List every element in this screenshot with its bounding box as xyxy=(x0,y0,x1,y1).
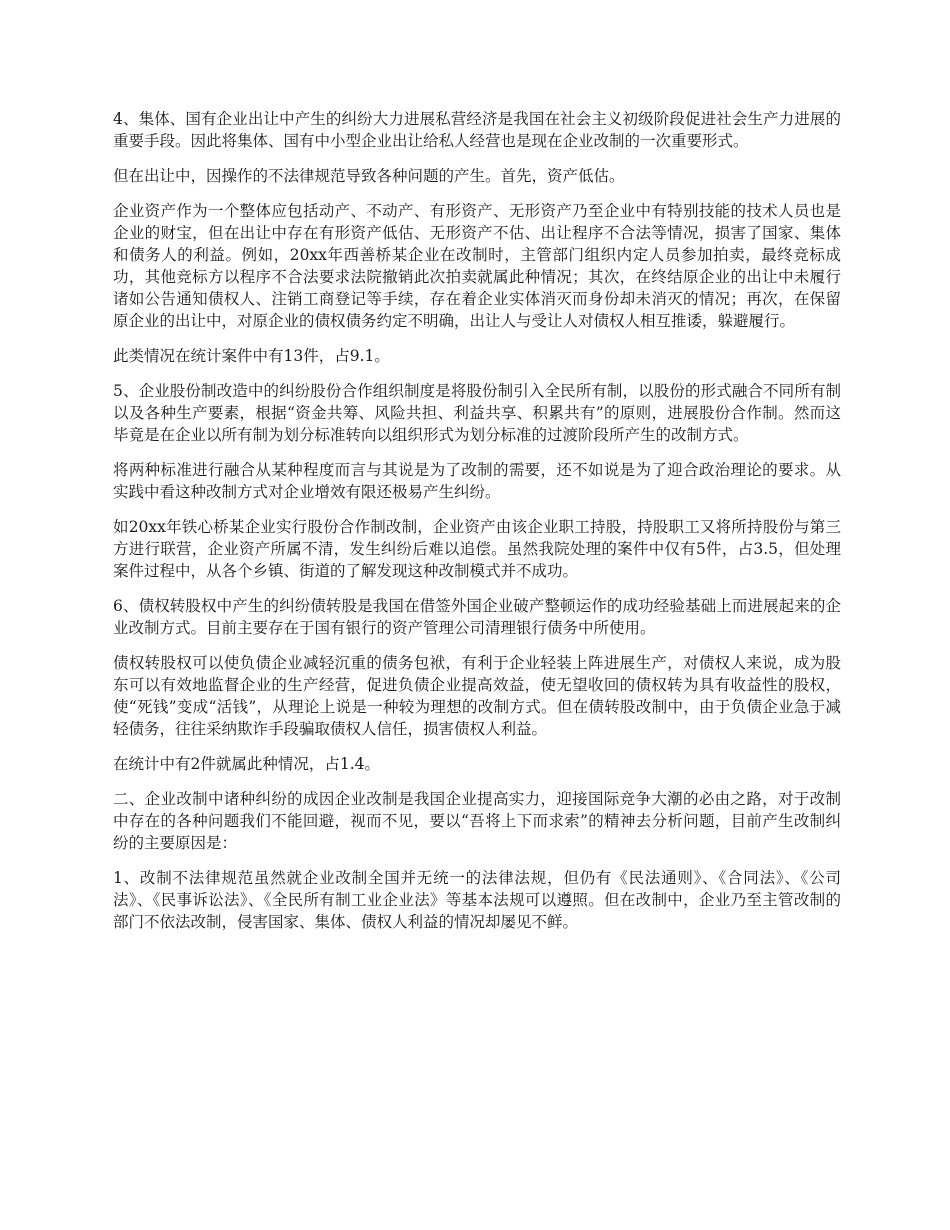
paragraph: 此类情况在统计案件中有13件，占9.1。 xyxy=(113,347,390,365)
paragraph: 债权转股权可以使负债企业减轻沉重的债务包袱，有利于企业轻装上阵进展生产，对债权人来说，成为股东可以有效地监督企业的生产经营，促进负债企业提高效益，使无望收回的债权转为具有收益性的股权，使“死钱”变成“活钱”，从理论上说是一种较为理想的改制方式。但在债转股改制中，由于负债企业急于减轻债务，往往采纳欺诈手段骗取债权人信任，损害债权人利益。 xyxy=(113,654,841,738)
paragraph: 1、改制不法律规范虽然就企业改制全国并无统一的法律法规，但仍有《民法通则》、《合同法》、《公司法》、《民事诉讼法》、《全民所有制工业企业法》等基本法规可以遵照。但在改制中，企业乃至主管改制的部门不依法改制，侵害国家、集体、债权人利益的情况却屡见不鲜。 xyxy=(113,869,841,931)
paragraph: 企业资产作为一个整体应包括动产、不动产、有形资产、无形资产乃至企业中有特别技能的技术人员也是企业的财宝，但在出让中存在有形资产低估、无形资产不估、出让程序不合法等情况，损害了国家、集体和债务人的利益。例如，20xx年西善桥某企业在改制时，主管部门组织内定人员参加拍卖，最终竞标成功，其他竞标方以程序不合法要求法院撤销此次拍卖就属此种情况；其次，在终结原企业的出让中未履行诸如公告通知债权人、注销工商登记等手续，存在着企业实体消灭而身份却未消灭的情况；再次，在保留原企业的出让中，对原企业的债权债务约定不明确，出让人与受让人对债权人相互推诿，躲避履行。 xyxy=(113,202,841,330)
paragraph: 将两种标准进行融合从某种程度而言与其说是为了改制的需要，还不如说是为了迎合政治理论的要求。从实践中看这种改制方式对企业增效有限还极易产生纠纷。 xyxy=(113,461,841,501)
paragraph: 4、集体、国有企业出让中产生的纠纷大力进展私营经济是我国在社会主义初级阶段促进社会生产力进展的重要手段。因此将集体、国有中小型企业出让给私人经营也是现在企业改制的一次重要形式。 xyxy=(113,110,841,150)
paragraph: 6、债权转股权中产生的纠纷债转股是我国在借签外国企业破产整顿运作的成功经验基础上而进展起来的企业改制方式。目前主要存在于国有银行的资产管理公司清理银行债务中所使用。 xyxy=(113,597,841,637)
paragraph: 5、企业股份制改造中的纠纷股份合作组织制度是将股份制引入全民所有制，以股份的形式融合不同所有制以及各种生产要素，根据“资金共筹、风险共担、利益共享、积累共有”的原则，进展股份合作制。然而这毕竟是在企业以所有制为划分标准转向以组织形式为划分标准的过渡阶段所产生的改制方式。 xyxy=(113,382,841,444)
paragraph: 二、企业改制中诸种纠纷的成因企业改制是我国企业提高实力，迎接国际竞争大潮的必由之路，对于改制中存在的各种问题我们不能回避，视而不见，要以“吾将上下而求索”的精神去分析问题，目前产生改制纠纷的主要原因是： xyxy=(113,790,841,852)
paragraph: 如20xx年铁心桥某企业实行股份合作制改制，企业资产由该企业职工持股，持股职工又将所持股份与第三方进行联营，企业资产所属不清，发生纠纷后难以追偿。虽然我院处理的案件中仅有5件，占3.5，但处理案件过程中，从各个乡镇、街道的了解发现这种改制模式并不成功。 xyxy=(113,518,841,580)
document-body xyxy=(113,108,841,946)
paragraph: 但在出让中，因操作的不法律规范导致各种问题的产生。首先，资产低估。 xyxy=(113,167,625,185)
paragraph: 在统计中有2件就属此种情况，占1.4。 xyxy=(113,755,381,773)
